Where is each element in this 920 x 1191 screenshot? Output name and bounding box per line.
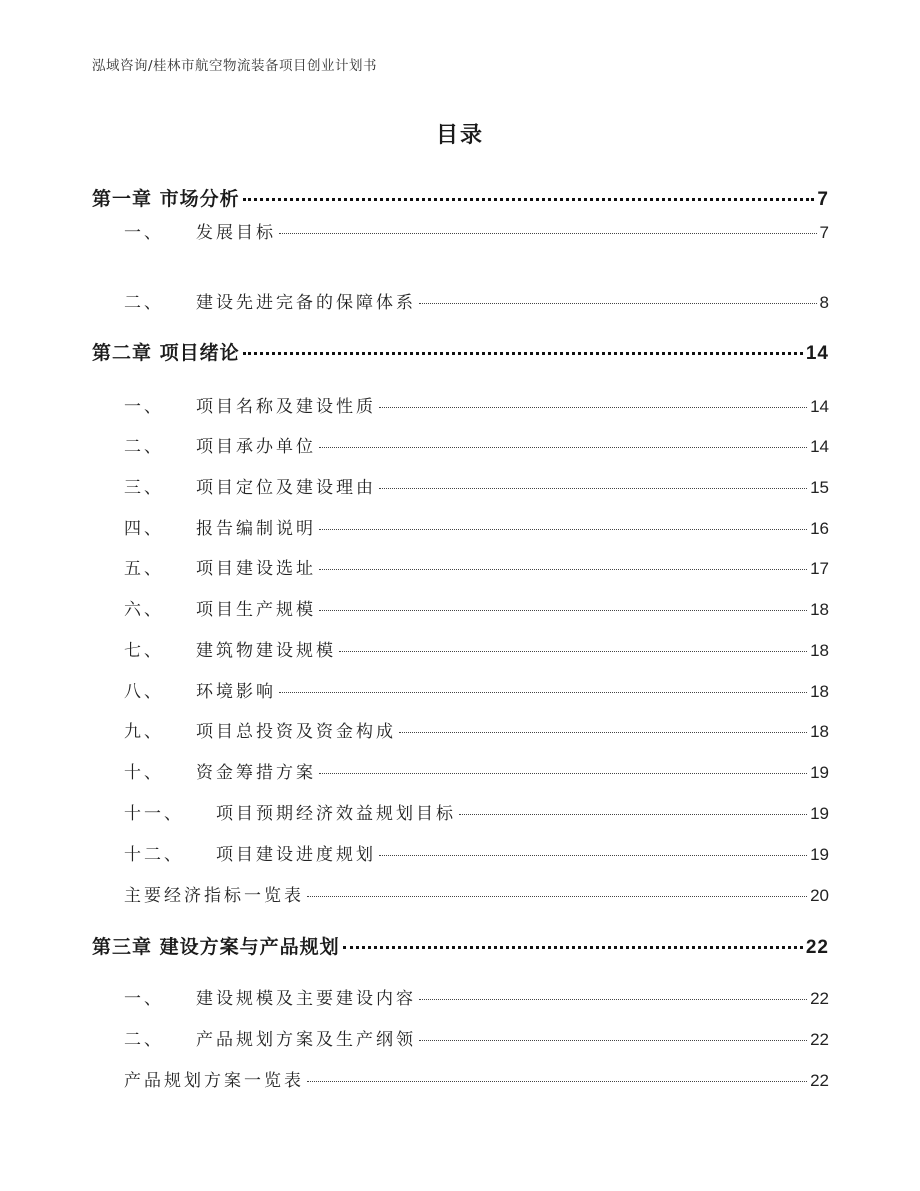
toc-entry-label: [124, 1025, 416, 1050]
toc-entry-text: 环境影响: [196, 682, 276, 702]
toc-entry-number: 六、: [124, 600, 164, 620]
toc-entry-number: 一、: [124, 223, 164, 243]
toc-entry-text: 第二章 项目绪论: [92, 342, 240, 364]
toc-page-number: 22: [810, 989, 829, 1008]
toc-entry-label: [124, 1066, 304, 1091]
toc-section-entry[interactable]: [124, 840, 829, 865]
toc-entry-label: [124, 432, 316, 457]
toc-chapter-entry[interactable]: [92, 338, 829, 365]
toc-section-entry[interactable]: [124, 392, 829, 417]
toc-entry-text: 项目预期经济效益规划目标: [216, 804, 456, 824]
toc-entry-label: [124, 288, 416, 313]
toc-entry-text: 产品规划方案及生产纲领: [196, 1030, 416, 1050]
toc-section-entry[interactable]: [124, 288, 829, 313]
dot-leader: [419, 999, 807, 1000]
toc-entry-number: 九、: [124, 722, 164, 742]
toc-section-entry[interactable]: [124, 799, 829, 824]
toc-entry-text: 建设先进完备的保障体系: [196, 293, 416, 313]
toc-entry-text: 报告编制说明: [196, 519, 316, 539]
toc-entry-text: 第一章 市场分析: [92, 188, 240, 210]
toc-entry-text: 项目定位及建设理由: [196, 478, 376, 498]
toc-entry-label: [124, 677, 276, 702]
toc-entry-number: 三、: [124, 478, 164, 498]
toc-entry-number: 八、: [124, 682, 164, 702]
toc-entry-text: 项目名称及建设性质: [196, 397, 376, 417]
toc-entry-number: 二、: [124, 1030, 164, 1050]
toc-entry-label: [124, 840, 376, 865]
toc-page-number: 18: [810, 600, 829, 619]
toc-title: 目录: [435, 123, 484, 148]
toc-entry-number: 十一、: [124, 804, 184, 824]
toc-entry-text: 项目建设选址: [196, 559, 316, 579]
toc-entry-number: 二、: [124, 437, 164, 457]
toc-entry-number: 四、: [124, 519, 164, 539]
toc-section-entry[interactable]: [124, 554, 829, 579]
toc-page-number: 18: [810, 722, 829, 741]
toc-entry-text: 项目生产规模: [196, 600, 316, 620]
toc-page-number: 15: [810, 478, 829, 497]
dot-leader: [243, 198, 815, 201]
dot-leader: [279, 233, 817, 234]
dot-leader: [319, 529, 807, 530]
dot-leader: [307, 1081, 807, 1082]
toc-page-number: 7: [819, 223, 829, 242]
toc-page-number: 14: [805, 343, 829, 364]
dot-leader: [343, 946, 803, 949]
toc-entry-label: [92, 932, 340, 959]
dot-leader: [319, 773, 807, 774]
dot-leader: [379, 855, 807, 856]
toc-entry-number: 一、: [124, 397, 164, 417]
toc-entry-text: 项目总投资及资金构成: [196, 722, 396, 742]
toc-entry-label: [124, 554, 316, 579]
dot-leader: [339, 651, 807, 652]
toc-entry-text: 主要经济指标一览表: [124, 886, 304, 906]
toc-entry-label: [92, 184, 240, 211]
toc-entry-label: [124, 514, 316, 539]
toc-entry-text: 项目建设进度规划: [216, 845, 376, 865]
toc-entry-label: [124, 758, 316, 783]
toc-section-entry[interactable]: [124, 984, 829, 1009]
toc-page-number: 19: [810, 845, 829, 864]
toc-entry-label: [124, 595, 316, 620]
dot-leader: [459, 814, 807, 815]
toc-entry-number: 七、: [124, 641, 164, 661]
toc-entry-number: 一、: [124, 989, 164, 1009]
toc-page-number: 16: [810, 519, 829, 538]
dot-leader: [243, 352, 803, 355]
toc-entry-number: 二、: [124, 293, 164, 313]
toc-page-number: 18: [810, 682, 829, 701]
toc-section-entry[interactable]: [124, 677, 829, 702]
toc-entry-label: [124, 881, 304, 906]
toc-page-number: 17: [810, 559, 829, 578]
toc-page-number: 18: [810, 641, 829, 660]
toc-entry-text: 第三章 建设方案与产品规划: [92, 936, 340, 958]
toc-section-entry[interactable]: [124, 473, 829, 498]
toc-page-number: 19: [810, 804, 829, 823]
toc-entry-text: 产品规划方案一览表: [124, 1071, 304, 1091]
dot-leader: [319, 569, 807, 570]
dot-leader: [419, 1040, 807, 1041]
dot-leader: [379, 488, 807, 489]
toc-page-number: 22: [805, 937, 829, 958]
dot-leader: [319, 447, 807, 448]
toc-entry-text: 建筑物建设规模: [196, 641, 336, 661]
toc-section-entry[interactable]: [124, 218, 829, 243]
toc-entry-label: [124, 984, 416, 1009]
toc-page-number: 14: [810, 437, 829, 456]
toc-entry-text: 资金筹措方案: [196, 763, 316, 783]
dot-leader: [279, 692, 807, 693]
toc-entry-text: 建设规模及主要建设内容: [196, 989, 416, 1009]
dot-leader: [419, 303, 817, 304]
toc-entry-number: 十二、: [124, 845, 184, 865]
toc-page-number: 22: [810, 1071, 829, 1090]
toc-entry-label: [124, 392, 376, 417]
dot-leader: [307, 896, 807, 897]
toc-entry-label: [124, 473, 376, 498]
toc-section-entry[interactable]: [124, 595, 829, 620]
dot-leader: [379, 407, 807, 408]
toc-entry-label: [124, 799, 456, 824]
toc-page-number: 7: [817, 189, 829, 210]
toc-chapter-entry[interactable]: [92, 184, 829, 211]
toc-entry-label: [124, 717, 396, 742]
toc-section-entry[interactable]: [124, 1025, 829, 1050]
toc-entry-text: 项目承办单位: [196, 437, 316, 457]
toc-section-entry[interactable]: [124, 432, 829, 457]
toc-section-entry[interactable]: [124, 514, 829, 539]
toc-entry-text: 发展目标: [196, 223, 276, 243]
toc-entry-label: [124, 636, 336, 661]
toc-page-number: 19: [810, 763, 829, 782]
toc-entry-number: 十、: [124, 763, 164, 783]
toc-page-number: 8: [819, 293, 829, 312]
dot-leader: [399, 732, 807, 733]
toc-page-number: 14: [810, 397, 829, 416]
toc-section-entry[interactable]: [124, 881, 829, 906]
toc-section-entry[interactable]: [124, 1066, 829, 1091]
toc-page-number: 22: [810, 1030, 829, 1049]
toc-chapter-entry[interactable]: [92, 932, 829, 959]
document-header: 泓域咨询/桂林市航空物流装备项目创业计划书: [92, 58, 378, 74]
toc-page-number: 20: [810, 886, 829, 905]
toc-section-entry[interactable]: [124, 758, 829, 783]
toc-entry-number: 五、: [124, 559, 164, 579]
dot-leader: [319, 610, 807, 611]
toc-section-entry[interactable]: [124, 717, 829, 742]
toc-entry-label: [124, 218, 276, 243]
toc-entry-label: [92, 338, 240, 365]
toc-section-entry[interactable]: [124, 636, 829, 661]
